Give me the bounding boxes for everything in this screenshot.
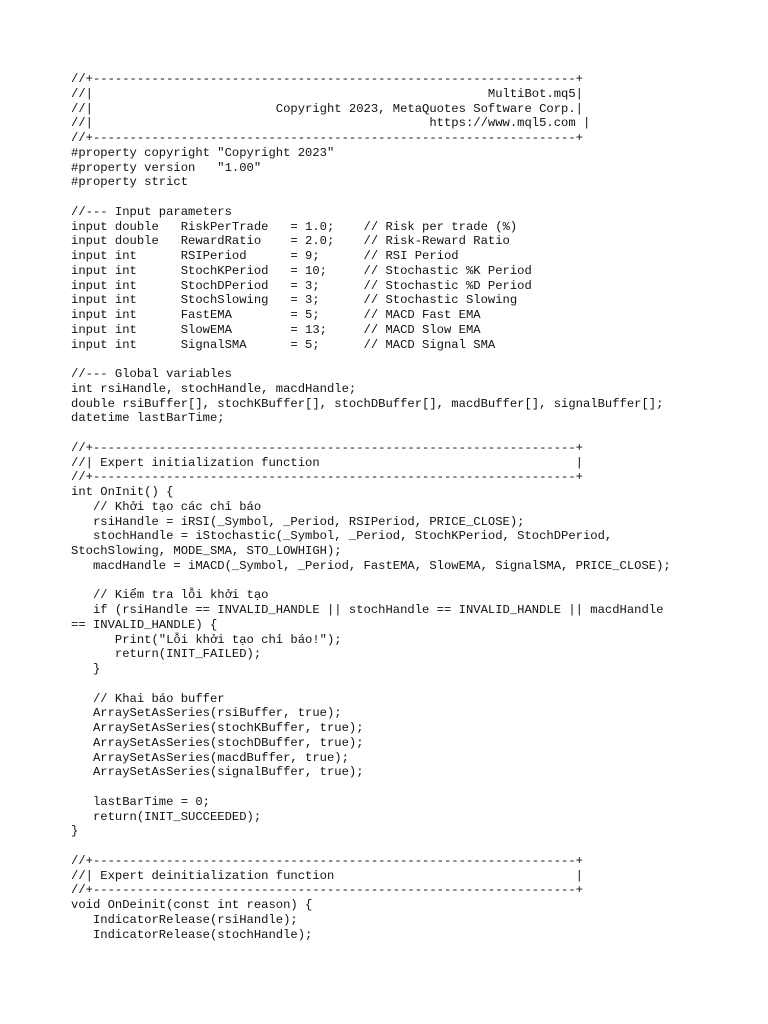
- code-line: [71, 426, 761, 441]
- code-line: return(INIT_FAILED);: [71, 647, 262, 662]
- code-line: StochSlowing, MODE_SMA, STO_LOWHIGH);: [71, 544, 342, 558]
- code-line: //| MultiBot.mq5|: [71, 86, 583, 101]
- code-line: input int SlowEMA = 13; // MACD Slow EMA: [71, 322, 481, 337]
- code-line: // Khởi tạo các chỉ báo: [71, 499, 262, 514]
- code-line: #property strict: [71, 175, 189, 190]
- code-line: //+------------------------------------------------------------------+: [71, 131, 583, 145]
- code-line: #property copyright "Copyright 2023": [71, 145, 335, 160]
- code-line: input double RewardRatio = 2.0; // Risk-Reward Ratio: [71, 234, 510, 249]
- code-line: int OnInit() {: [71, 485, 174, 499]
- code-line: input int StochDPeriod = 3; // Stochastic %D Period: [71, 278, 532, 293]
- code-line: ArraySetAsSeries(macdBuffer, true);: [71, 750, 349, 765]
- code-line: //--- Global variables: [71, 367, 232, 381]
- code-line: ArraySetAsSeries(rsiBuffer, true);: [71, 706, 342, 721]
- code-line: rsiHandle = iRSI(_Symbol, _Period, RSIPeriod, PRICE_CLOSE);: [71, 514, 525, 529]
- code-line: int rsiHandle, stochHandle, macdHandle;: [71, 381, 357, 396]
- code-line: //| https://www.mql5.com |: [71, 116, 591, 131]
- code-line: double rsiBuffer[], stochKBuffer[], stochDBuffer[], macdBuffer[], signalBuffer[];: [71, 396, 664, 411]
- code-line: }: [71, 662, 101, 676]
- code-line: // Kiểm tra lỗi khởi tạo: [71, 588, 269, 603]
- code-line: //+------------------------------------------------------------------+: [71, 883, 583, 898]
- code-listing: [71, 72, 761, 942]
- code-line: lastBarTime = 0;: [71, 794, 210, 809]
- code-line: input double RiskPerTrade = 1.0; // Risk per trade (%): [71, 219, 518, 234]
- code-line: #property version "1.00": [71, 160, 262, 175]
- code-line: stochHandle = iStochastic(_Symbol, _Period, StochKPeriod, StochDPeriod,: [71, 529, 613, 544]
- code-line: [71, 839, 761, 854]
- code-line: [71, 352, 761, 367]
- code-line: //| Copyright 2023, MetaQuotes Software Corp.|: [71, 101, 583, 116]
- code-line: input int FastEMA = 5; // MACD Fast EMA: [71, 308, 481, 322]
- code-line: //| Expert deinitialization function |: [71, 868, 583, 883]
- code-line: //+------------------------------------------------------------------+: [71, 470, 583, 485]
- code-line: //+------------------------------------------------------------------+: [71, 440, 583, 455]
- code-line: //| Expert initialization function |: [71, 455, 583, 470]
- code-line: //+------------------------------------------------------------------+: [71, 72, 583, 86]
- code-line: [71, 574, 761, 589]
- code-line: IndicatorRelease(stochHandle);: [71, 927, 313, 942]
- code-line: }: [71, 824, 79, 839]
- code-line: if (rsiHandle == INVALID_HANDLE || stochHandle == INVALID_HANDLE || macdHandle: [71, 603, 664, 617]
- code-line: // Khai báo buffer: [71, 691, 225, 706]
- code-line: == INVALID_HANDLE) {: [71, 617, 218, 632]
- code-line: macdHandle = iMACD(_Symbol, _Period, FastEMA, SlowEMA, SignalSMA, PRICE_CLOSE);: [71, 558, 671, 573]
- code-line: [71, 780, 761, 795]
- code-line: ArraySetAsSeries(signalBuffer, true);: [71, 765, 364, 780]
- code-line: datetime lastBarTime;: [71, 411, 225, 426]
- code-line: ArraySetAsSeries(stochDBuffer, true);: [71, 735, 364, 750]
- code-line: input int StochKPeriod = 10; // Stochastic %K Period: [71, 263, 532, 278]
- code-line: [71, 190, 761, 205]
- code-line: input int SignalSMA = 5; // MACD Signal SMA: [71, 337, 496, 352]
- code-line: //+------------------------------------------------------------------+: [71, 853, 583, 868]
- code-line: //--- Input parameters: [71, 204, 232, 219]
- code-line: input int RSIPeriod = 9; // RSI Period: [71, 249, 459, 263]
- code-line: [71, 677, 761, 692]
- code-line: return(INIT_SUCCEEDED);: [71, 809, 262, 824]
- code-line: input int StochSlowing = 3; // Stochastic Slowing: [71, 293, 518, 308]
- code-line: void OnDeinit(const int reason) {: [71, 898, 313, 912]
- code-line: Print("Lỗi khởi tạo chỉ báo!");: [71, 632, 342, 647]
- code-line: ArraySetAsSeries(stochKBuffer, true);: [71, 721, 364, 735]
- code-line: IndicatorRelease(rsiHandle);: [71, 912, 298, 927]
